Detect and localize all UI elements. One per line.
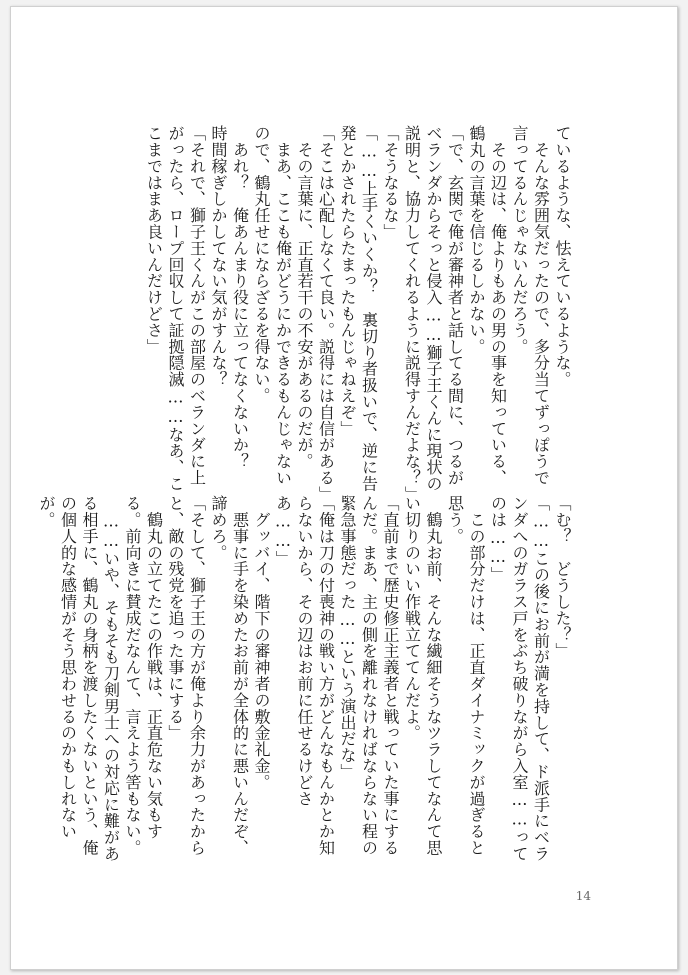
paragraph: 悪事に手を染めたお前が全体的に悪いんだぞ、諦めろ。 [209,495,250,856]
paragraph: その辺は、俺よりもあの男の事を知っている、鶴丸の言葉を信じるしかない。 [467,125,508,486]
paragraph: 「……この後にお前が満を持して、ド派手にベランダへのガラス戸をぶち破りながら入室……ってのは……」 [488,495,551,862]
paragraph: あれ？ 俺あんまり役に立ってなくないか？ 時間稼ぎしかしてない気がすんな？ [209,125,250,486]
paragraph: 「俺は刀の付喪神の戦い方がどんなもんかとか知らないから、その辺はお前に任せるけどさあ……」 [273,495,336,856]
paragraph: 「そうなるな」 [381,125,400,240]
paragraph: 鶴丸お前、そんな繊細そうなツラしてなんて思い切りのいい作戦立ててんだよ。 [402,495,443,856]
paragraph: 「直前まで歴史修正主義者と戦っていた事にするんだ。まあ、主の側を離れなければならない程の緊急事態だった……という演出だな」 [338,495,400,856]
paragraph: ているような、怯えているような。 [553,125,572,388]
paragraph: 「む？ どうした？」 [553,495,572,659]
paragraph: まあ、ここも俺がどうにかできるもんじゃないので、鶴丸任せにならざるを得ない。 [252,125,293,486]
paragraph: 「それで、獅子王くんがこの部屋のベランダに上がったら、ロープ回収して証拠隠滅……なあ、ここまではまあ良いんだけどさ」 [144,125,207,492]
paragraph: 鶴丸の立てたこの作戦は、正直危ない気もする。前向きに賛成だなんて、言えよう筈もない。 [123,495,164,856]
paragraph: その言葉に、正直若干の不安があるのだが。 [295,125,314,470]
paragraph: 「そこは心配しなくて良い。説得には自信がある」 [316,125,336,503]
paragraph: この部分だけは、正直ダイナミックが過ぎると思う。 [445,495,486,856]
page-number: 14 [575,889,591,903]
upper-text-block [143,125,573,503]
paragraph: 「……上手くいくか？ 裏切り者扱いで、逆に告発とかされたらたまったもんじゃねえぞ」 [338,125,379,492]
document-page [10,6,678,970]
lower-text-block [36,495,574,867]
paragraph: 「で、玄関で俺が審神者と話してる間に、つるがベランダからそっと侵入……獅子王くんに現状の説明と、協力してくれるように説得すんだよな？」 [402,125,465,503]
paragraph: ……いや、そもそも刀剣男士への対応に難がある相手に、鶴丸の身柄を渡したくないという、俺の個人的な感情がそう思わせるのかもしれないが。 [37,495,121,862]
paragraph: そんな雰囲気だったので、多分当てずっぽうで言ってるんじゃないんだろう。 [510,125,551,486]
paragraph: 「そして、獅子王の方が俺より余力があったからと、敵の残党を追った事にする」 [166,495,207,856]
paragraph: グッバイ、階下の審神者の敷金礼金。 [252,495,271,791]
